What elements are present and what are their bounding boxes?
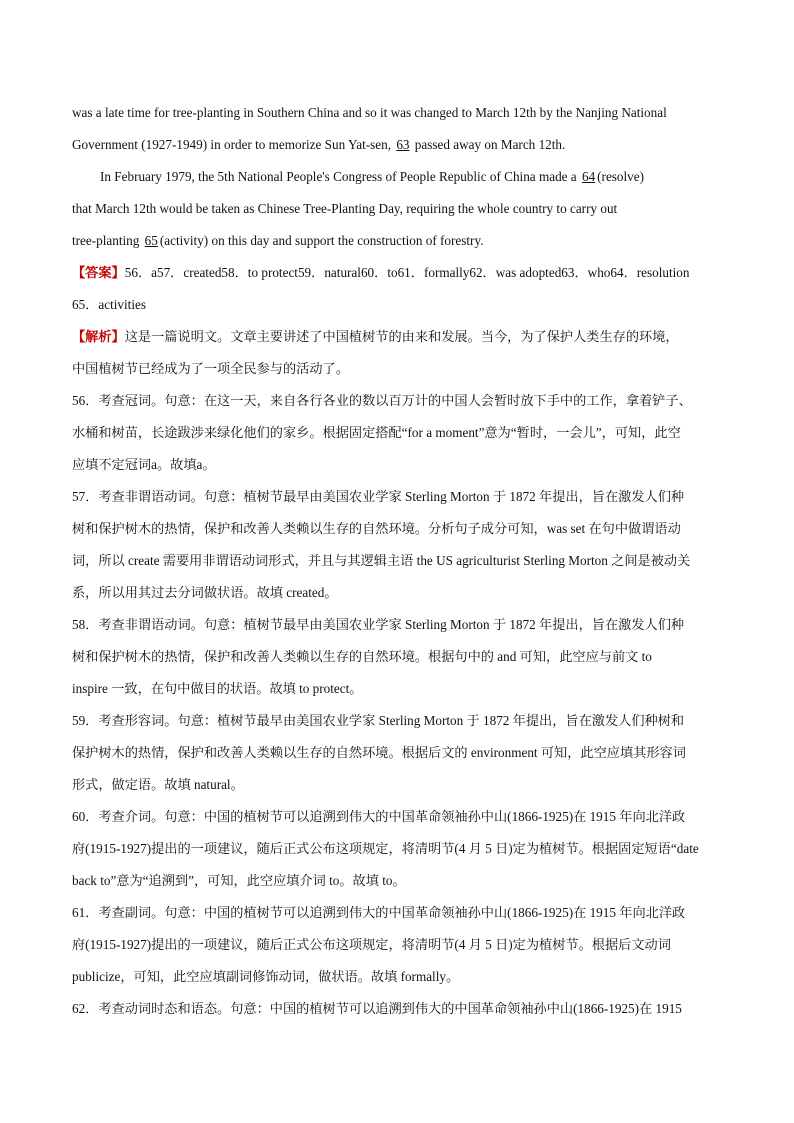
analysis-line: 中国植树节已经成为了一项全民参与的活动了。 (72, 361, 349, 376)
answer-tag: 【答案】 (72, 265, 125, 280)
explanation-56: 56．考查冠词。句意：在这一天，来自各行各业的数以百万计的中国人会暂时放下手中的工作，拿着铲子、 (72, 393, 692, 408)
blank-63: 63 (396, 137, 410, 152)
explanation-57: 系，所以用其过去分词做状语。故填 created。 (72, 585, 338, 600)
analysis-tag: 【解析】 (72, 329, 125, 344)
passage-line: that March 12th would be taken as Chinese Tree-Planting Day, requiring the whole country to carry out (72, 201, 618, 216)
explanation-61: 61．考查副词。句意：中国的植树节可以追溯到伟大的中国革命领袖孙中山(1866-1925)在 1915 年向北洋政 (72, 905, 686, 920)
analysis-line: 【解析】这是一篇说明文。文章主要讲述了中国植树节的由来和发展。当今，为了保护人类生存的环境， (72, 329, 679, 344)
explanation-56: 水桶和树苗，长途跋涉来绿化他们的家乡。根据固定搭配“for a moment”意为“暂时，一会儿”，可知，此空 (72, 425, 681, 440)
explanation-61: 府(1915-1927)提出的一项建议，随后正式公布这项规定，将清明节(4 月 5 日)定为植树节。根据后文动词 (72, 937, 671, 952)
passage-line: Government (1927-1949) in order to memorize Sun Yat-sen, 63 passed away on March 12th. (72, 137, 566, 152)
explanation-57: 词，所以 create 需要用非谓语动词形式，并且与其逻辑主语 the US agriculturist Sterling Morton 之间是被动关 (72, 553, 691, 568)
passage-line: tree-planting 65 (activity) on this day and support the construction of forestry. (72, 233, 484, 248)
document-body (72, 97, 722, 1025)
explanation-57: 57．考查非谓语动词。句意：植树节最早由美国农业学家 Sterling Morton 于 1872 年提出，旨在激发人们种 (72, 489, 685, 504)
explanation-60: 60．考查介词。句意：中国的植树节可以追溯到伟大的中国革命领袖孙中山(1866-1925)在 1915 年向北洋政 (72, 809, 686, 824)
explanation-58: inspire 一致，在句中做目的状语。故填 to protect。 (72, 681, 363, 696)
answer-line: 65．activities (72, 297, 146, 312)
explanation-62: 62．考查动词时态和语态。句意：中国的植树节可以追溯到伟大的中国革命领袖孙中山(1866-1925)在 1915 (72, 1001, 682, 1016)
explanation-59: 59．考查形容词。句意：植树节最早由美国农业学家 Sterling Morton 于 1872 年提出，旨在激发人们种树和 (72, 713, 685, 728)
blank-65: 65 (144, 233, 158, 248)
blank-64: 64 (581, 169, 596, 184)
explanation-58: 58．考查非谓语动词。句意：植树节最早由美国农业学家 Sterling Morton 于 1872 年提出，旨在激发人们种 (72, 617, 685, 632)
explanation-57: 树和保护树木的热情，保护和改善人类赖以生存的自然环境。分析句子成分可知，was set 在句中做谓语动 (72, 521, 681, 536)
explanation-59: 形式，做定语。故填 natural。 (72, 777, 244, 792)
explanation-60: back to”意为“追溯到”，可知，此空应填介词 to。故填 to。 (72, 873, 406, 888)
explanation-61: publicize，可知，此空应填副词修饰动词，做状语。故填 formally。 (72, 969, 460, 984)
explanation-58: 树和保护树木的热情，保护和改善人类赖以生存的自然环境。根据句中的 and 可知，此空应与前文 to (72, 649, 652, 664)
explanation-60: 府(1915-1927)提出的一项建议，随后正式公布这项规定，将清明节(4 月 5 日)定为植树节。根据固定短语“date (72, 841, 699, 856)
explanation-59: 保护树木的热情，保护和改善人类赖以生存的自然环境。根据后文的 environment 可知，此空应填其形容词 (72, 745, 686, 760)
explanation-56: 应填不定冠词a。故填a。 (72, 457, 216, 472)
passage-line: was a late time for tree-planting in Southern China and so it was changed to March 12th by the Nanjing National (72, 105, 667, 120)
passage-line: In February 1979, the 5th National People's Congress of People Republic of China made a 64 (resolve) (100, 169, 645, 184)
answer-line: 【答案】56．a57．created58．to protect59．natural60．to61．formally62．was adopted63．who64．resolution (72, 265, 690, 280)
